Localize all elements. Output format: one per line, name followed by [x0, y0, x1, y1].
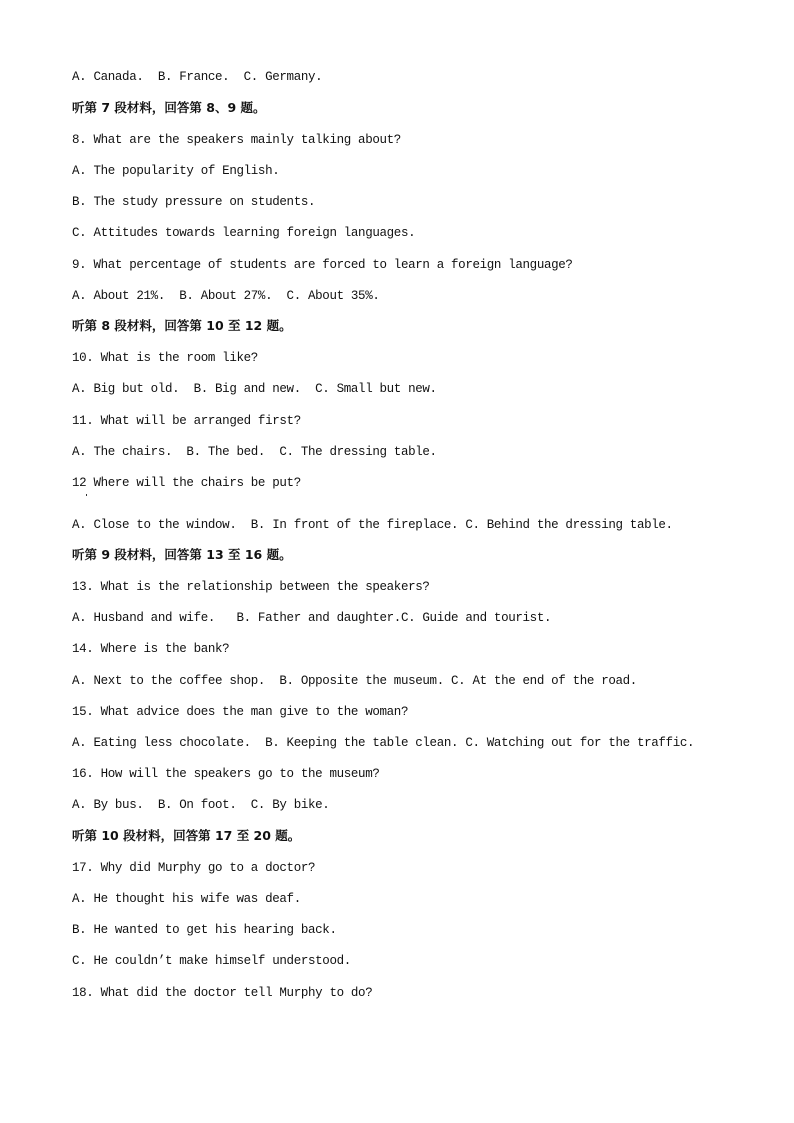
section-8-heading: 听第 8 段材料，回答第 10 至 12 题。	[72, 318, 292, 333]
q11-options: A. The chairs. B. The bed. C. The dressing table.	[72, 445, 437, 459]
q17-question: 17. Why did Murphy go to a doctor?	[72, 861, 316, 875]
q18-question: 18. What did the doctor tell Murphy to do?	[72, 986, 373, 1000]
q16-options: A. By bus. B. On foot. C. By bike.	[72, 798, 330, 812]
q15-options: A. Eating less chocolate. B. Keeping the table clean. C. Watching out for the traffic.	[72, 736, 695, 750]
q12-question: 12 Where will the chairs be put?	[72, 476, 301, 490]
q8-option-c: C. Attitudes towards learning foreign languages.	[72, 226, 416, 240]
q17-option-c: C. He couldn’t make himself understood.	[72, 954, 351, 968]
section-10-heading: 听第 10 段材料，回答第 17 至 20 题。	[72, 828, 301, 843]
section-7-heading: 听第 7 段材料，回答第 8、9 题。	[72, 100, 266, 115]
q10-options: A. Big but old. B. Big and new. C. Small but new.	[72, 382, 437, 396]
q13-options: A. Husband and wife. B. Father and daughter.C. Guide and tourist.	[72, 611, 552, 625]
section-9-heading: 听第 9 段材料，回答第 13 至 16 题。	[72, 547, 292, 562]
q15-question: 15. What advice does the man give to the woman?	[72, 705, 409, 719]
q13-question: 13. What is the relationship between the speakers?	[72, 580, 430, 594]
stray-mark	[86, 494, 87, 496]
q9-question: 9. What percentage of students are forced to learn a foreign language?	[72, 258, 573, 272]
q14-question: 14. Where is the bank?	[72, 642, 230, 656]
q8-option-a: A. The popularity of English.	[72, 164, 280, 178]
q8-option-b: B. The study pressure on students.	[72, 195, 316, 209]
q11-question: 11. What will be arranged first?	[72, 414, 301, 428]
q9-options: A. About 21%. B. About 27%. C. About 35%.	[72, 289, 380, 303]
q10-question: 10. What is the room like?	[72, 351, 258, 365]
q17-option-b: B. He wanted to get his hearing back.	[72, 923, 337, 937]
q12-options: A. Close to the window. B. In front of the fireplace. C. Behind the dressing table.	[72, 518, 673, 532]
q8-question: 8. What are the speakers mainly talking about?	[72, 133, 401, 147]
q7-options: A. Canada. B. France. C. Germany.	[72, 70, 323, 84]
q14-options: A. Next to the coffee shop. B. Opposite the museum. C. At the end of the road.	[72, 674, 637, 688]
q16-question: 16. How will the speakers go to the museum?	[72, 767, 380, 781]
q17-option-a: A. He thought his wife was deaf.	[72, 892, 301, 906]
